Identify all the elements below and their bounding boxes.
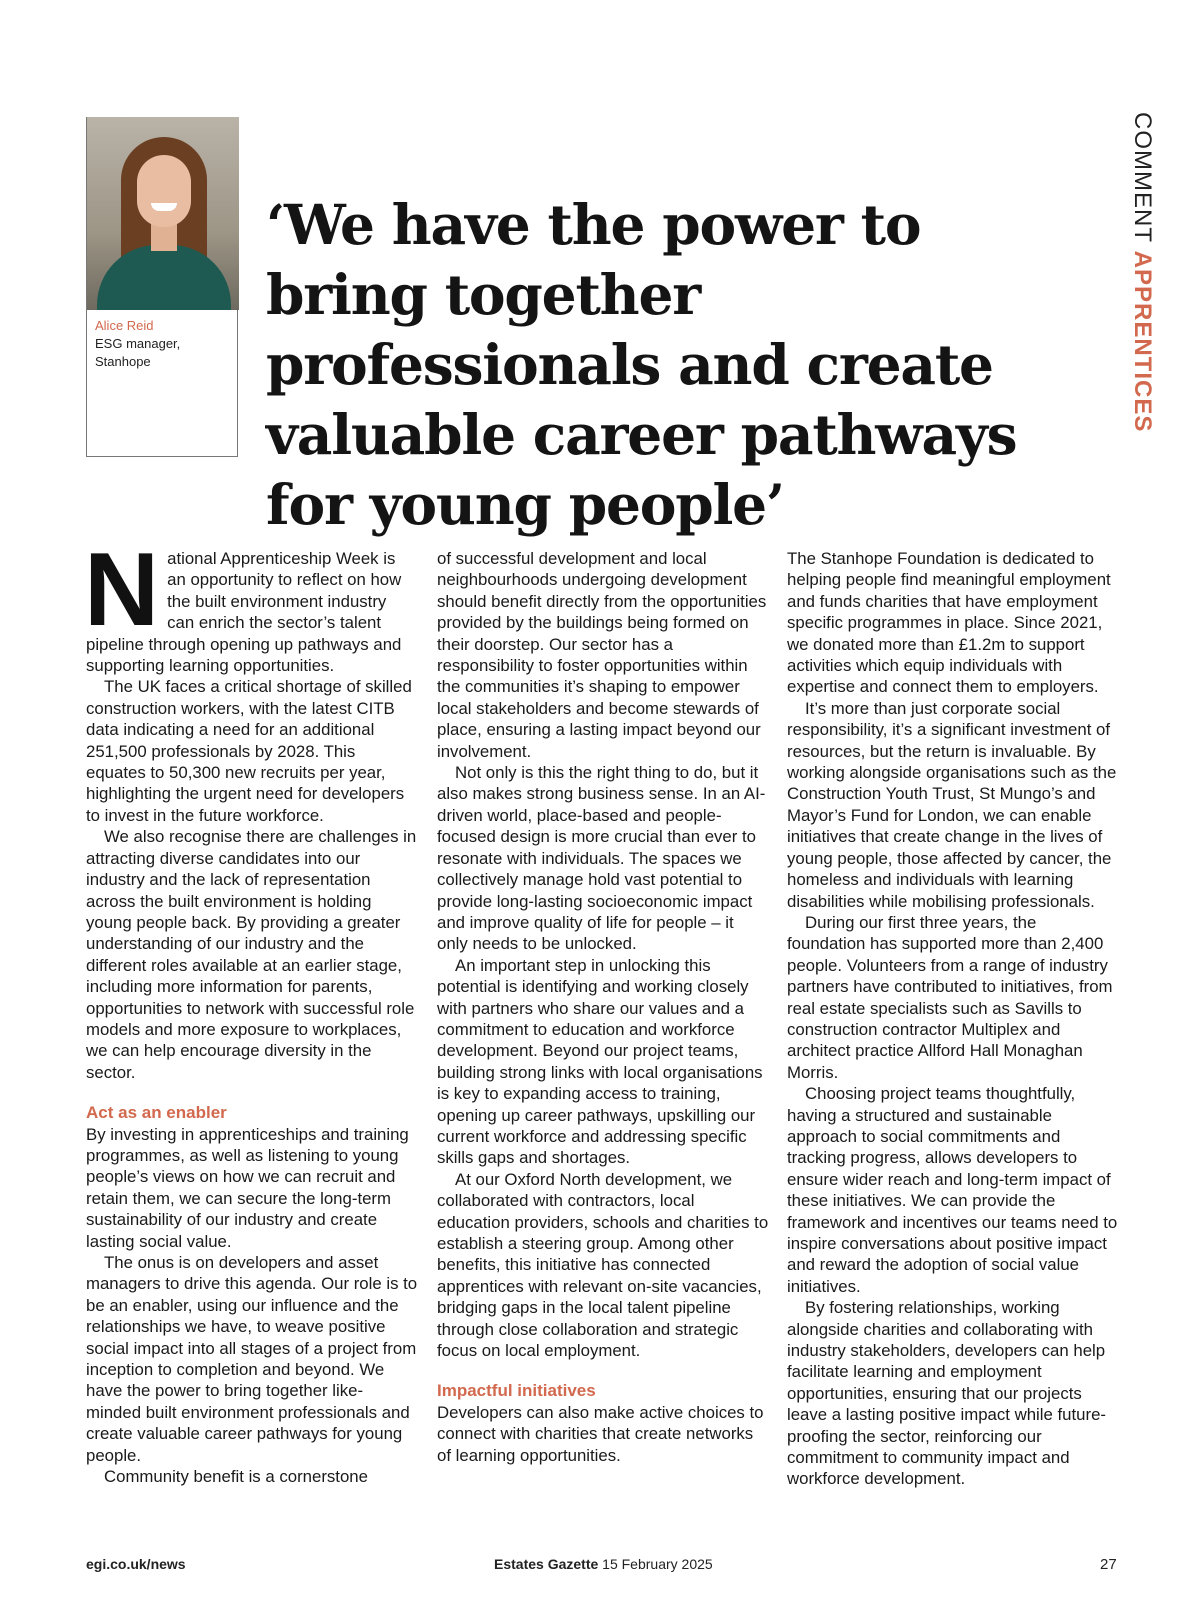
author-box [86, 117, 238, 457]
page-number: 27 [1100, 1556, 1117, 1573]
paragraph: By investing in apprenticeships and training programmes, as well as listening to young people’s views on how we can recruit and retain them, we can secure the long-term sustainability of our industry and create lasting social value. [86, 1124, 409, 1251]
author-role: ESG manager, Stanhope [95, 336, 181, 369]
paragraph-text: ational Apprenticeship Week is an opportunity to reflect on how the built environment industry can enrich the sector’s talent pipeline through opening up pathways and supporting learning opportunities. [86, 549, 402, 676]
paragraph: We also recognise there are challenges in attracting diverse candidates into our industry and the lack of representation across the built environment is holding young people back. By providing a greater understanding of our industry and the different roles available at an earlier stage, including more information for parents, opportunities to network with successful role models and more exposure to workplaces, we can help encourage diversity in the sector. [86, 827, 417, 1082]
paragraph: At our Oxford North development, we collaborated with contractors, local education providers, schools and charities to establish a steering group. Among other benefits, this initiative has connected apprentices with relevant on-site vacancies, bridging gaps in the local talent pipeline through close collaboration and strategic focus on local employment. [437, 1169, 769, 1361]
subheading: Act as an enabler [86, 1103, 227, 1123]
portrait-body [97, 245, 231, 310]
portrait-face [137, 155, 191, 227]
paragraph: During our first three years, the foundation has supported more than 2,400 people. Volunteers from a range of industry partners have contributed to initiatives, from real estate specialists such as Savills to construction contractor Multiplex and architect practice Allford Hall Monaghan Morris. [787, 912, 1113, 1082]
paragraph: It’s more than just corporate social responsibility, it’s a significant investment of resources, but the return is invaluable. By working alongside organisations such as the Construction Youth Trust, St Mungo’s and Mayor’s Fund for London, we can enable initiatives that create change in the lives of young people, those affected by cancer, the homeless and individuals with learning disabilities while mobilising professionals. [787, 698, 1117, 911]
drop-cap: N [84, 532, 160, 648]
paragraph: Community benefit is a cornerstone [104, 1467, 368, 1487]
headline: ‘We have the power to bring together professionals and create valuable career pathways for young people’ [266, 192, 1017, 537]
paragraph: The onus is on developers and asset managers to drive this agenda. Our role is to be an enabler, using our influence and the relationships we have, to weave positive social impact into all stages of a project from inception to completion and beyond. We have the power to bring together like-minded built environment professionals and create valuable career pathways for young people. [86, 1253, 418, 1465]
portrait-smile [151, 203, 177, 211]
section-label [1128, 112, 1156, 432]
column-2 [437, 548, 769, 1466]
paragraph: By fostering relationships, working alongside charities and collaborating with industry stakeholders, developers can help facilitate learning and employment opportunities, ensuring that our projects leave a lasting positive impact while future-proofing the sector, reinforcing our commitment to community impact and workforce development. [787, 1298, 1106, 1489]
paragraph: An important step in unlocking this potential is identifying and working closely with partners who share our values and a commitment to education and workforce development. Beyond our project teams, building strong links with local organisations is key to expanding access to training, opening up career pathways, upskilling our current workforce and addressing specific skills gaps and shortages. [437, 955, 763, 1168]
footer-url[interactable]: egi.co.uk/news [86, 1556, 186, 1572]
paragraph: The UK faces a critical shortage of skilled construction workers, with the latest CITB data indicating a need for an additional 251,500 professionals by 2028. This equates to 50,300 new recruits per year, highlighting the urgent need for developers to invest in the future workforce. [86, 677, 412, 825]
subheading: Impactful initiatives [437, 1381, 596, 1401]
paragraph: Not only is this the right thing to do, but it also makes strong business sense. In an AI-driven world, place-based and people-focused design is more crucial than ever to resonate with individuals. The spaces we collectively manage hold vast potential to provide long-lasting socioeconomic impact and improve quality of life for people – it only needs to be unlocked. [437, 763, 766, 954]
column-3 [787, 548, 1119, 1490]
column-1 [84, 532, 418, 1487]
section-prefix: COMMENT [1129, 112, 1156, 243]
paragraph [84, 532, 418, 676]
publication-date: 15 February 2025 [602, 1556, 713, 1572]
paragraph: Choosing project teams thoughtfully, having a structured and sustainable approach to social commitments and tracking progress, allows developers to ensure wider reach and long-term impact of these initiatives. We can provide the framework and incentives our teams need to inspire conversations about positive impact and reward the adoption of social value initiatives. [787, 1084, 1118, 1296]
paragraph: of successful development and local neighbourhoods undergoing development should benefit directly from the opportunities provided by the buildings being formed on their doorstep. Our sector has a responsibility to foster opportunities within the communities it’s shaping to empower local stakeholders and become stewards of place, ensuring a lasting impact beyond our involvement. [437, 549, 767, 761]
footer-publication [494, 1556, 713, 1572]
paragraph: The Stanhope Foundation is dedicated to helping people find meaningful employment and funds charities that have employment specific programmes in place. Since 2021, we donated more than £1.2m to support activities which equip individuals with expertise and connect them to employers. [787, 549, 1111, 697]
author-photo [87, 117, 239, 310]
section-name: APPRENTICES [1129, 250, 1156, 433]
author-name: Alice Reid [95, 318, 154, 333]
publication-name: Estates Gazette [494, 1556, 599, 1572]
paragraph: Developers can also make active choices to connect with charities that create networks of learning opportunities. [437, 1402, 764, 1465]
